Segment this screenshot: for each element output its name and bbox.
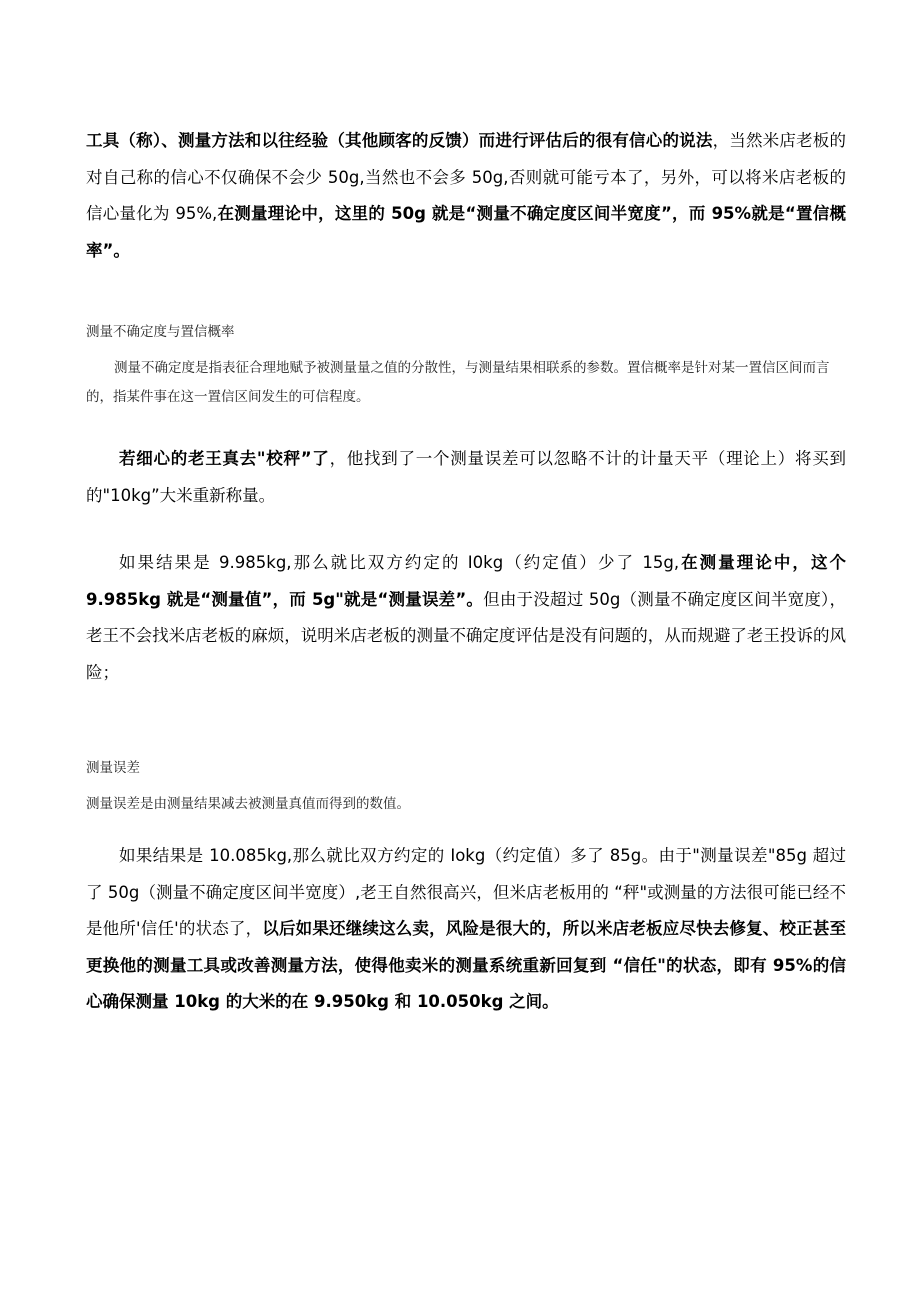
normal-text: ，他找到了一个测量误差可以忽略不计的计量天平（理论上）将买到的"10kg”大米重新称量。 <box>86 449 846 505</box>
paragraph-calibration <box>86 441 846 514</box>
bold-text: 以后如果还继续这么卖，风险是很大的，所以米店老板应尽快去修复、校正甚至更换他的测量工具或改善测量方法，使得他卖米的测量系统重新回复到 “信任"的状态，即有 95%的信心确保测量 10kg 的大米的在 9.950kg 和 10.050kg 之间。 <box>86 919 847 1011</box>
normal-text: ，当然米店老板的对自己称的信心不仅确保不会少 50g,当然也不会多 50g,否则就可能亏本了，另外，可以将米店老板的信心量化为 95%, <box>86 131 847 223</box>
definition-body: 测量误差是由测量结果减去被测量真值而得到的数值。 <box>86 796 410 812</box>
bold-text: 若细心的老王真去"校秤”了 <box>119 449 330 468</box>
normal-text: 如果结果是 9.985kg,那么就比双方约定的 I0kg（约定值）少了 15g, <box>119 553 680 572</box>
definition-body: 测量不确定度是指表征合理地赋予被测量量之值的分散性，与测量结果相联系的参数。置信概率是针对某一置信区间而言的，指某件事在这一置信区间发生的可信程度。 <box>86 360 830 405</box>
paragraph-confidence-explanation <box>86 123 846 269</box>
normal-text: 如果结果是 10.085kg,那么就比双方约定的 Iokg（约定值）多了 85g。由于"测量误差"85g 超过了 50g（测量不确定度区间半宽度）,老王自然很高兴，但米店老板用的 “秤"或测量的方法很可能已经不是他所'信任'的状态了， <box>86 846 846 938</box>
normal-text: 但由于没超过 50g（测量不确定度区间半宽度），老王不会找米店老板的麻烦，说明米店老板的测量不确定度评估是没有问题的，从而规避了老王投诉的风险； <box>86 589 847 682</box>
bold-text: 在测量理论中，这里的 50g 就是“测量不确定度区间半宽度”，而 95%就是“置信概率”。 <box>86 204 846 260</box>
bold-text: 在测量理论中，这个 9.985kg 就是“测量值”，而 5g"就是“测量误差”。 <box>86 553 846 609</box>
paragraph-case-10085 <box>86 838 846 1021</box>
bold-text: 工具（称）、测量方法和以往经验（其他顾客的反馈）而进行评估后的很有信心的说法 <box>86 131 713 150</box>
definition-heading: 测量误差 <box>86 760 140 776</box>
paragraph-case-9985 <box>86 545 846 691</box>
definition-heading: 测量不确定度与置信概率 <box>86 324 235 340</box>
